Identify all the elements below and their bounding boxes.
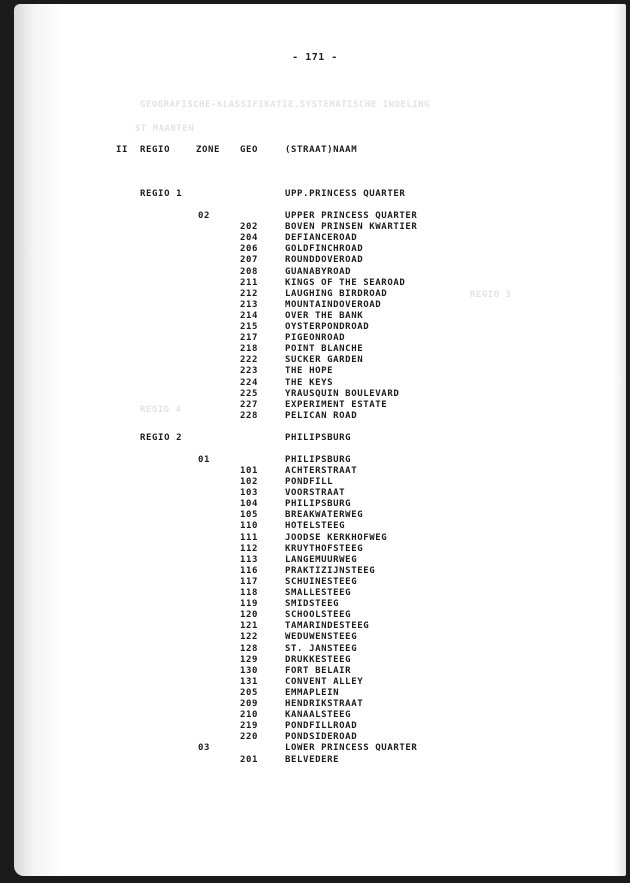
street-name: KANAALSTEEG	[285, 710, 352, 720]
geo-code: 130	[240, 666, 259, 676]
geo-code: 128	[240, 644, 259, 654]
geo-code: 210	[240, 710, 259, 720]
bleed-through-regio: REGIO 4	[140, 405, 182, 415]
street-name: JOODSE KERKHOFWEG	[285, 533, 388, 543]
street-name: SMIDSTEEG	[285, 599, 340, 609]
street-name: YRAUSQUIN BOULEVARD	[285, 389, 400, 399]
street-name: KRUYTHOFSTEEG	[285, 544, 364, 554]
geo-code: 223	[240, 366, 259, 376]
regio-label: REGIO 1	[140, 189, 183, 199]
zone-code: 03	[198, 743, 211, 753]
geo-code: 214	[240, 311, 259, 321]
geo-code: 212	[240, 289, 259, 299]
geo-code: 213	[240, 300, 259, 310]
geo-code: 101	[240, 466, 259, 476]
geo-code: 220	[240, 732, 259, 742]
geo-code: 207	[240, 255, 259, 265]
geo-code: 211	[240, 278, 259, 288]
street-name: PHILIPSBURG	[285, 433, 352, 443]
street-name: PIGEONROAD	[285, 333, 346, 343]
street-name: PRAKTIZIJNSTEEG	[285, 566, 376, 576]
regio-label: REGIO 2	[140, 433, 183, 443]
geo-code: 113	[240, 555, 259, 565]
bleed-through-regio: REGIO 3	[470, 290, 512, 300]
geo-code: 215	[240, 322, 259, 332]
geo-code: 227	[240, 400, 259, 410]
geo-code: 120	[240, 610, 259, 620]
street-name: VOORSTRAAT	[285, 488, 346, 498]
geo-code: 116	[240, 566, 259, 576]
street-name: MOUNTAINDOVEROAD	[285, 300, 382, 310]
street-name: DEFIANCEROAD	[285, 233, 358, 243]
geo-code: 105	[240, 510, 259, 520]
street-name: EXPERIMENT ESTATE	[285, 400, 388, 410]
column-header-zone: ZONE	[196, 145, 221, 155]
geo-code: 222	[240, 355, 259, 365]
geo-code: 224	[240, 378, 259, 388]
geo-code: 110	[240, 521, 259, 531]
street-name: PONDFILLROAD	[285, 721, 358, 731]
street-name: BELVEDERE	[285, 755, 340, 765]
street-name: BREAKWATERWEG	[285, 510, 364, 520]
geo-code: 122	[240, 632, 259, 642]
street-name: CONVENT ALLEY	[285, 677, 364, 687]
street-name: PONDFILL	[285, 477, 334, 487]
geo-code: 112	[240, 544, 259, 554]
street-name: THE KEYS	[285, 378, 334, 388]
geo-code: 218	[240, 344, 259, 354]
street-name: KINGS OF THE SEAROAD	[285, 278, 406, 288]
zone-code: 02	[198, 211, 211, 221]
street-name: TAMARINDESTEEG	[285, 621, 370, 631]
street-name: ROUNDDOVEROAD	[285, 255, 364, 265]
street-name: BOVEN PRINSEN KWARTIER	[285, 222, 418, 232]
geo-code: 219	[240, 721, 259, 731]
street-name: PONDSIDEROAD	[285, 732, 358, 742]
page-number: - 171 -	[292, 52, 338, 63]
geo-code: 208	[240, 267, 259, 277]
street-name: SMALLESTEEG	[285, 588, 352, 598]
geo-code: 204	[240, 233, 259, 243]
street-name: EMMAPLEIN	[285, 688, 340, 698]
street-name: SUCKER GARDEN	[285, 355, 364, 365]
street-name: LOWER PRINCESS QUARTER	[285, 743, 418, 753]
geo-code: 228	[240, 411, 259, 421]
street-name: GOLDFINCHROAD	[285, 244, 364, 254]
street-name: ACHTERSTRAAT	[285, 466, 358, 476]
street-name: HENDRIKSTRAAT	[285, 699, 364, 709]
geo-code: 104	[240, 499, 259, 509]
street-name: ST. JANSTEEG	[285, 644, 358, 654]
geo-code: 103	[240, 488, 259, 498]
street-name: SCHUINESTEEG	[285, 577, 358, 587]
geo-code: 119	[240, 599, 259, 609]
geo-code: 202	[240, 222, 259, 232]
zone-code: 01	[198, 455, 211, 465]
street-name: PHILIPSBURG	[285, 455, 352, 465]
street-name: OVER THE BANK	[285, 311, 364, 321]
geo-code: 121	[240, 621, 259, 631]
geo-code: 225	[240, 389, 259, 399]
street-name: LANGEMUURWEG	[285, 555, 358, 565]
street-name: DRUKKESTEEG	[285, 655, 352, 665]
street-name: FORT BELAIR	[285, 666, 352, 676]
street-name: HOTELSTEEG	[285, 521, 346, 531]
geo-code: 129	[240, 655, 259, 665]
column-header-geo: GEO	[240, 145, 259, 155]
geo-code: 111	[240, 533, 259, 543]
geo-code: 206	[240, 244, 259, 254]
street-name: PHILIPSBURG	[285, 499, 352, 509]
geo-code: 117	[240, 577, 259, 587]
geo-code: 102	[240, 477, 259, 487]
street-name: SCHOOLSTEEG	[285, 610, 352, 620]
bleed-through-title: GEOGRAFISCHE-KLASSIFIKATIE.SYSTEMATISCHE INDELING	[140, 100, 431, 110]
geo-code: 131	[240, 677, 259, 687]
geo-code: 217	[240, 333, 259, 343]
geo-code: 209	[240, 699, 259, 709]
geo-code: 118	[240, 588, 259, 598]
street-name: OYSTERPONDROAD	[285, 322, 370, 332]
street-name: GUANABYROAD	[285, 267, 352, 277]
street-name: UPPER PRINCESS QUARTER	[285, 211, 418, 221]
street-name: UPP.PRINCESS QUARTER	[285, 189, 406, 199]
column-header-naam: (STRAAT)NAAM	[285, 145, 358, 155]
section-roman-numeral: II	[116, 145, 129, 155]
bleed-through-subtitle: ST MAARTEN	[135, 124, 195, 134]
street-name: PELICAN ROAD	[285, 411, 358, 421]
street-name: WEDUWENSTEEG	[285, 632, 358, 642]
street-name: THE HOPE	[285, 366, 334, 376]
column-header-regio: REGIO	[140, 145, 171, 155]
street-name: POINT BLANCHE	[285, 344, 364, 354]
geo-code: 201	[240, 755, 259, 765]
geo-code: 205	[240, 688, 259, 698]
street-name: LAUGHING BIRDROAD	[285, 289, 388, 299]
